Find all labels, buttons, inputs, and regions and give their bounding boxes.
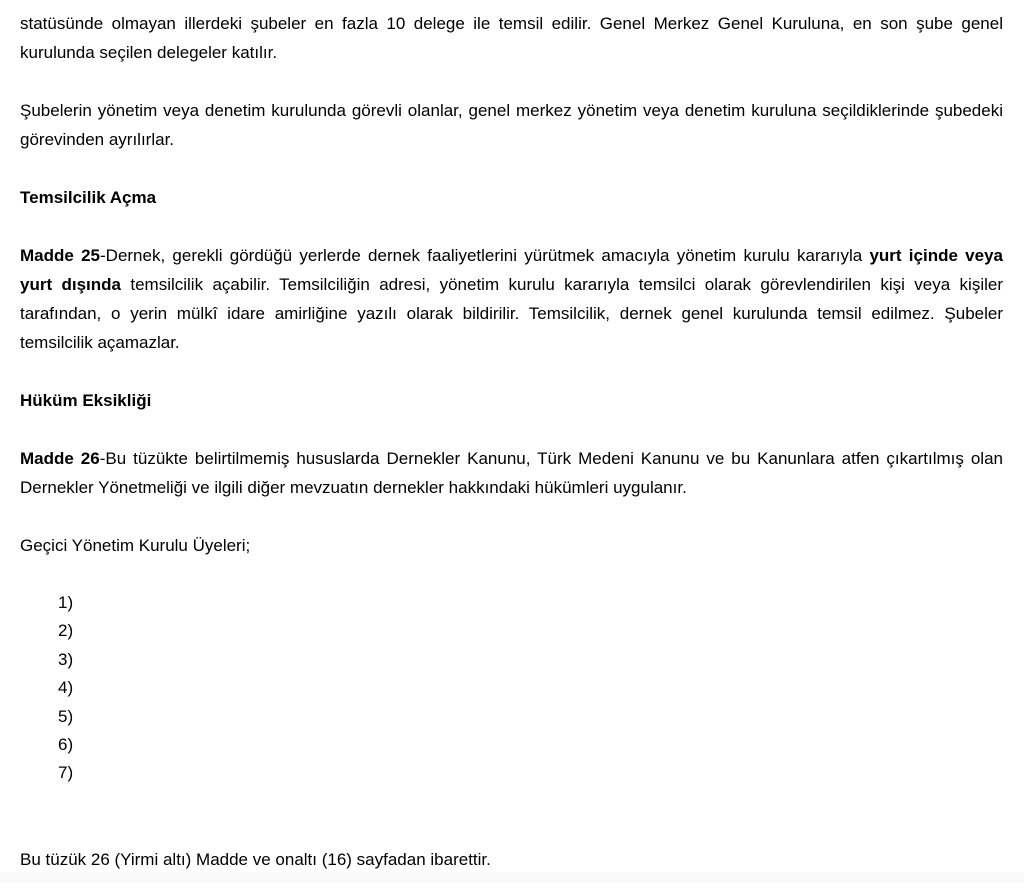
paragraph-madde-25 bbox=[20, 241, 1003, 357]
paragraph-madde-26 bbox=[20, 444, 1003, 502]
board-member-list-item: 1) bbox=[58, 593, 74, 612]
temporary-board-members-list bbox=[20, 589, 1003, 788]
bold-text-segment: Madde 26 bbox=[20, 449, 100, 468]
page-bottom-edge-artifact bbox=[0, 872, 1024, 883]
board-member-list-item: 7) bbox=[58, 763, 74, 783]
text-segment: Şubelerin yönetim veya denetim kurulunda görevli olanlar, genel merkez yönetim veya denetim kuruluna seçildiklerinde şubedeki görevinden ayrılırlar. bbox=[20, 101, 1003, 149]
paragraph-gecici-yonetim-kurulu: Geçici Yönetim Kurulu Üyeleri; bbox=[20, 536, 251, 555]
board-member-list-item: 2) bbox=[58, 621, 74, 641]
board-member-list-item: 3) bbox=[58, 649, 74, 669]
text-segment: temsilcilik açabilir. Temsilciliğin adresi, yönetim kurulu kararıyla temsilci olarak görevlendirilen kişi veya kişiler tarafından, o yerin mülkî idare amirliğine yazılı olarak bildirilir. Temsilcilik, dernek genel kurulunda temsil edilmez. Şubeler temsilcilik açamazlar. bbox=[20, 275, 1003, 352]
board-member-list-item: 4) bbox=[58, 678, 74, 698]
text-segment: -Bu tüzükte belirtilmemiş hususlarda Dernekler Kanunu, Türk Medeni Kanunu ve bu Kanunlara atfen çıkartılmış olan Dernekler Yönetmeliği ve ilgili diğer mevzuatın dernekler hakkındaki hükümleri uygulanır. bbox=[20, 449, 1003, 497]
bold-text-segment: yurt içinde veya yurt dışında bbox=[20, 246, 1003, 294]
heading-hukum-eksikligi: Hüküm Eksikliği bbox=[20, 391, 152, 410]
text-segment: -Dernek, gerekli gördüğü yerlerde dernek faaliyetlerini yürütmek amacıyla yönetim kurulu kararıyla bbox=[100, 246, 870, 265]
paragraph-branch-officers bbox=[20, 96, 1003, 154]
heading-temsilcilik-acma: Temsilcilik Açma bbox=[20, 188, 157, 207]
paragraph-delegates-continuation bbox=[20, 9, 1003, 67]
board-member-list-item: 5) bbox=[58, 706, 74, 726]
bold-text-segment: Madde 25 bbox=[20, 246, 100, 265]
board-member-list-item: 6) bbox=[58, 735, 74, 755]
paragraph-closing-statement: Bu tüzük 26 (Yirmi altı) Madde ve onaltı (16) sayfadan ibarettir. bbox=[20, 849, 491, 869]
text-segment: statüsünde olmayan illerdeki şubeler en fazla 10 delege ile temsil edilir. Genel Merkez Genel Kuruluna, en son şube genel kurulunda seçilen delegeler katılır. bbox=[20, 14, 1003, 62]
